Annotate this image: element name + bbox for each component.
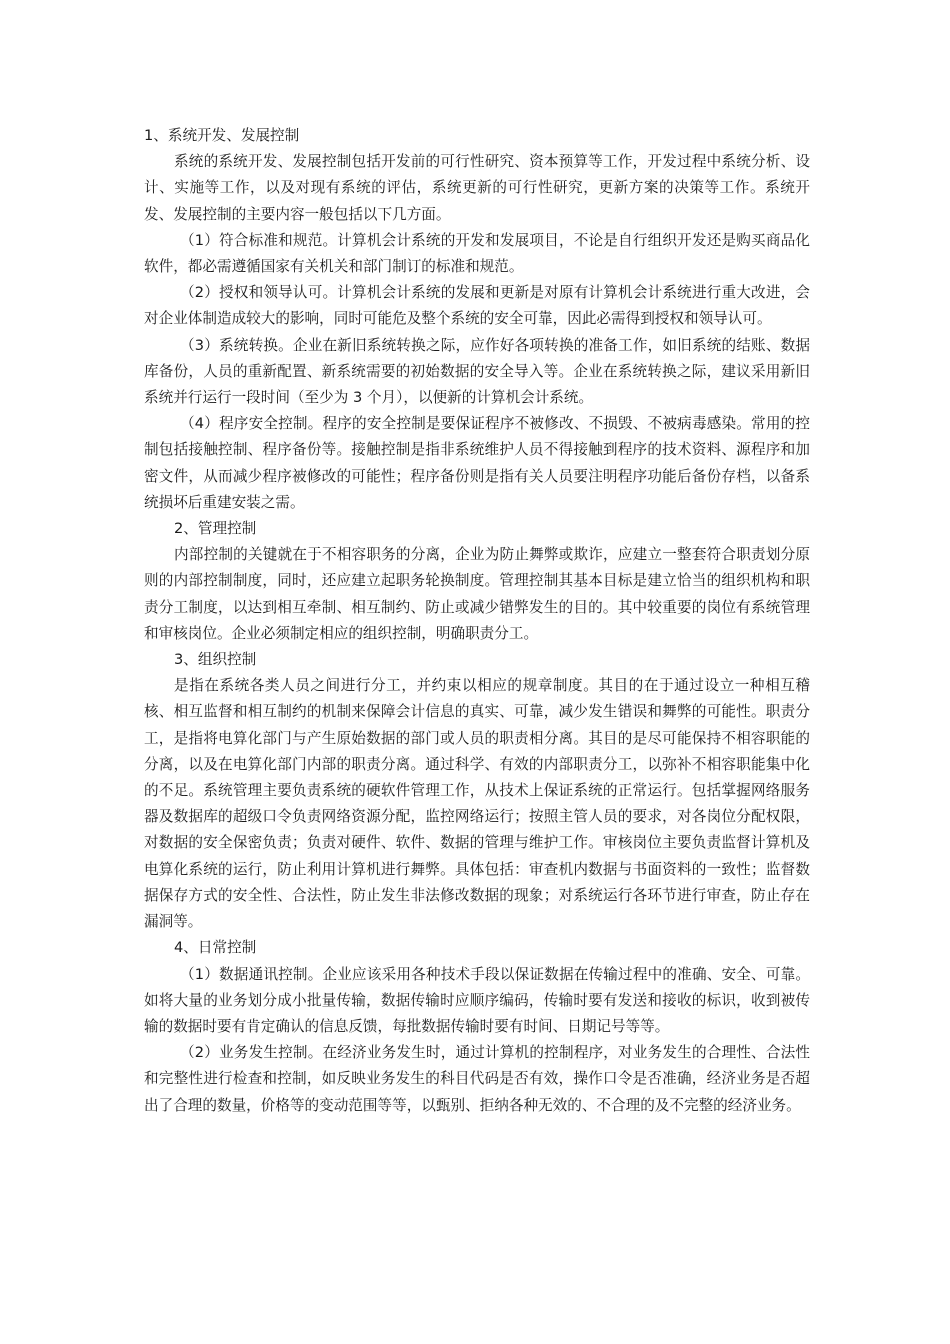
- paragraph-item-program-security: （4）程序安全控制。程序的安全控制是要保证程序不被修改、不损毁、不被病毒感染。常用的控制包括接触控制、程序备份等。接触控制是指非系统维护人员不得接触到程序的技术资料、源程序和加密文件，从而减少程序被修改的可能性；程序备份则是指有关人员要注明程序功能后备份存档，以备系统损坏后重建安装之需。: [144, 415, 810, 511]
- paragraph-intro: 系统的系统开发、发展控制包括开发前的可行性研究、资本预算等工作，开发过程中系统分析、设计、实施等工作，以及对现有系统的评估，系统更新的可行性研究，更新方案的决策等工作。系统开发、发展控制的主要内容一般包括以下几方面。: [144, 153, 810, 223]
- section-heading-4: 4、日常控制: [174, 939, 257, 957]
- section-heading-2: 2、管理控制: [174, 520, 257, 538]
- section-heading-3: 3、组织控制: [174, 651, 257, 669]
- paragraph-item-standards: （1）符合标准和规范。计算机会计系统的开发和发展项目，不论是自行组织开发还是购买商品化软件，都必需遵循国家有关机关和部门制订的标准和规范。: [144, 231, 810, 276]
- paragraph-organization-control: 是指在系统各类人员之间进行分工，并约束以相应的规章制度。其目的在于通过设立一种相互稽核、相互监督和相互制约的机制来保障会计信息的真实、可靠，减少发生错误和舞弊的可能性。职责分工，是指将电算化部门与产生原始数据的部门或人员的职责相分离。其目的是尽可能保持不相容职能的分离，以及在电算化部门内部的职责分离。通过科学、有效的内部职责分工，以弥补不相容职能集中化的不足。系统管理主要负责系统的硬软件管理工作，从技术上保证系统的正常运行。包括掌握网络服务器及数据库的超级口令负责网络资源分配，监控网络运行；按照主管人员的要求，对各岗位分配权限，对数据的安全保密负责；负责对硬件、软件、数据的管理与维护工作。审核岗位主要负责监督计算机及电算化系统的运行，防止利用计算机进行舞弊。具体包括：审查机内数据与书面资料的一致性；监督数据保存方式的安全性、合法性，防止发生非法修改数据的现象；对系统运行各环节进行审查，防止存在漏洞等。: [144, 677, 810, 931]
- paragraph-item-conversion: （3）系统转换。企业在新旧系统转换之际，应作好各项转换的准备工作，如旧系统的结账、数据库备份，人员的重新配置、新系统需要的初始数据的安全导入等。企业在系统转换之际，建议采用新旧系统并行运行一段时间（至少为 3 个月），以便新的计算机会计系统。: [144, 336, 810, 407]
- paragraph-management-control: 内部控制的关键就在于不相容职务的分离，企业为防止舞弊或欺诈，应建立一整套符合职责划分原则的内部控制制度，同时，还应建立起职务轮换制度。管理控制其基本目标是建立恰当的组织机构和职责分工制度，以达到相互牵制、相互制约、防止或减少错弊发生的目的。其中较重要的岗位有系统管理和审核岗位。企业必须制定相应的组织控制，明确职责分工。: [144, 546, 810, 642]
- document-body: [144, 123, 810, 1119]
- paragraph-item-transaction-control: （2）业务发生控制。在经济业务发生时，通过计算机的控制程序，对业务发生的合理性、合法性和完整性进行检查和控制，如反映业务发生的科目代码是否有效，操作口令是否准确，经济业务是否超出了合理的数量，价格等的变动范围等等，以甄别、拒纳各种无效的、不合理的及不完整的经济业务。: [144, 1044, 810, 1114]
- paragraph-item-data-communication: （1）数据通讯控制。企业应该采用各种技术手段以保证数据在传输过程中的准确、安全、可靠。如将大量的业务划分成小批量传输，数据传输时应顺序编码，传输时要有发送和接收的标识，收到被传输的数据时要有肯定确认的信息反馈，每批数据传输时要有时间、日期记号等等。: [144, 965, 810, 1035]
- section-heading-1: 1、系统开发、发展控制: [144, 127, 300, 144]
- paragraph-item-authorization: （2）授权和领导认可。计算机会计系统的发展和更新是对原有计算机会计系统进行重大改进，会对企业体制造成较大的影响，同时可能危及整个系统的安全可靠，因此必需得到授权和领导认可。: [144, 284, 810, 328]
